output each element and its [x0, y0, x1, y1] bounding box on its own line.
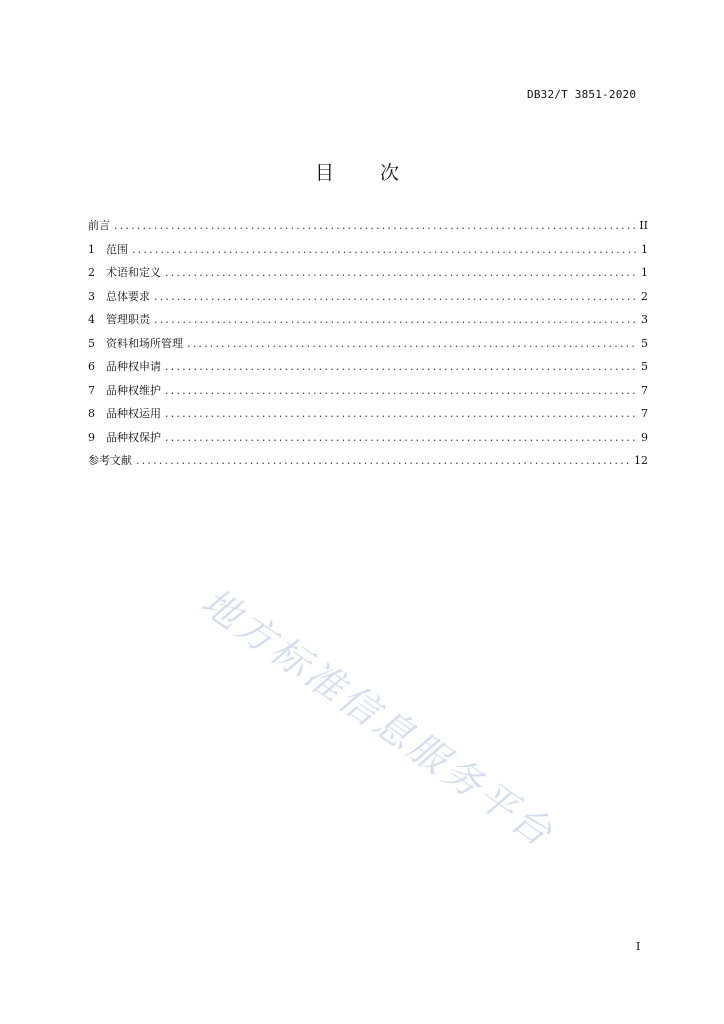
toc-entry-utilization[interactable] — [88, 405, 648, 429]
toc-entry-label: 参考文献 — [88, 454, 132, 467]
toc-entry-number: 1 — [88, 242, 95, 256]
toc-entry-protection[interactable] — [88, 429, 648, 453]
toc-entry-general-requirements[interactable] — [88, 288, 648, 312]
toc-entry-scope[interactable] — [88, 241, 648, 265]
toc-entry-foreword[interactable] — [88, 217, 648, 241]
toc-entry-maintenance[interactable] — [88, 382, 648, 406]
toc-entry-number: 4 — [88, 313, 95, 326]
toc-entry-page: II — [639, 219, 648, 232]
toc-entry-page: 12 — [634, 454, 648, 467]
toc-entry-page: 7 — [641, 383, 648, 397]
toc-leader-dots — [165, 266, 636, 279]
toc-entry-records-and-sites[interactable] — [88, 335, 648, 359]
toc-entry-label: 前言 — [88, 219, 110, 232]
toc-leader-dots — [165, 407, 636, 420]
toc-leader-dots — [154, 290, 636, 303]
toc-leader-dots — [187, 337, 636, 350]
toc-entry-label: 品种权维护 — [106, 383, 161, 397]
toc-entry-responsibilities[interactable] — [88, 311, 648, 335]
toc-entry-label: 品种权保护 — [106, 430, 161, 444]
toc-leader-dots — [154, 313, 636, 326]
toc-entry-page: 9 — [641, 430, 648, 444]
toc-entry-label: 术语和定义 — [106, 266, 161, 279]
toc-leader-dots — [132, 243, 636, 256]
page-title: 目 次 — [314, 162, 420, 184]
toc-entry-label: 资料和场所管理 — [106, 336, 183, 350]
document-code: DB32/T 3851-2020 — [527, 88, 637, 101]
toc-entry-number: 6 — [88, 360, 95, 373]
toc-leader-dots — [136, 454, 630, 467]
toc-entry-number: 8 — [88, 407, 95, 420]
toc-entry-label: 品种权运用 — [106, 407, 161, 420]
toc-leader-dots — [165, 431, 636, 444]
toc-leader-dots — [165, 384, 636, 397]
toc-entry-number: 9 — [88, 430, 95, 444]
toc-leader-dots — [114, 219, 635, 232]
toc-entry-page: 1 — [641, 266, 648, 279]
watermark-text: 地方标准信息服务平台 — [193, 579, 563, 857]
toc-entry-page: 1 — [641, 242, 648, 256]
toc-entry-label: 范围 — [106, 242, 128, 256]
toc-entry-number: 2 — [88, 266, 95, 279]
toc-entry-page: 5 — [641, 360, 648, 373]
toc-entry-terms[interactable] — [88, 264, 648, 288]
toc-entry-label: 管理职责 — [106, 313, 150, 326]
toc-entry-number: 5 — [88, 336, 95, 350]
toc-entry-references[interactable] — [88, 452, 648, 476]
toc-entry-number: 7 — [88, 383, 95, 397]
toc-leader-dots — [165, 360, 636, 373]
table-of-contents — [88, 217, 648, 476]
toc-entry-number: 3 — [88, 289, 95, 303]
toc-entry-label: 品种权申请 — [106, 360, 161, 373]
page-number: I — [636, 940, 641, 953]
toc-entry-page: 5 — [641, 336, 648, 350]
toc-entry-page: 2 — [641, 289, 648, 303]
toc-entry-label: 总体要求 — [106, 289, 150, 303]
toc-entry-page: 3 — [641, 313, 648, 326]
toc-entry-application[interactable] — [88, 358, 648, 382]
toc-entry-page: 7 — [641, 407, 648, 420]
